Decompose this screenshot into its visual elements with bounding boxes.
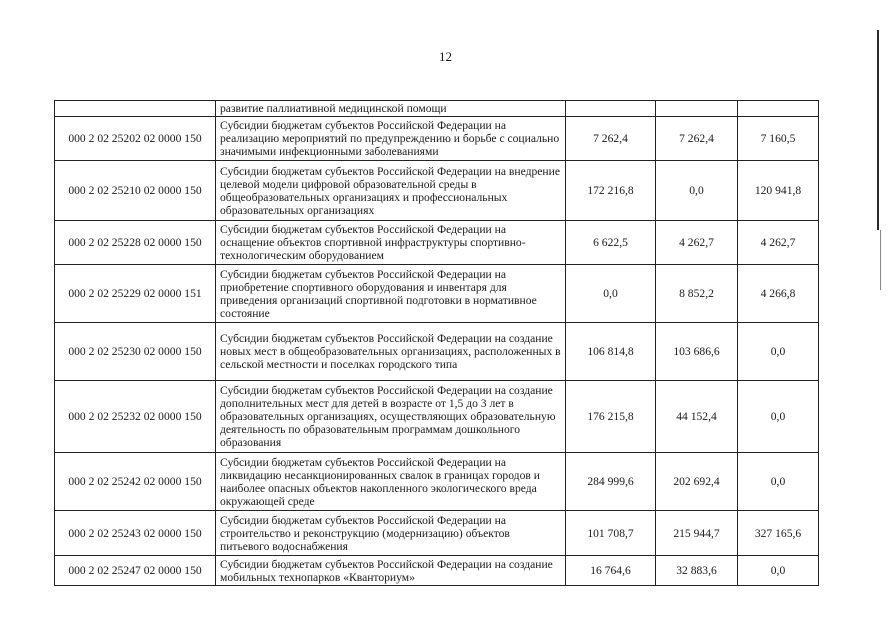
description-cell: Субсидии бюджетам субъектов Российской Федерации на создание новых мест в общеобразовательных организациях, расположенных в сельской местности и поселках городского типа [216, 323, 566, 381]
value-cell-3: 0,0 [738, 556, 819, 586]
value-cell-2: 32 883,6 [656, 556, 738, 586]
description-cell: Субсидии бюджетам субъектов Российской Федерации на реализацию мероприятий по предупреждению и борьбе с социально значимыми инфекционными заболеваниями [216, 117, 566, 161]
budget-code-cell: 000 2 02 25202 02 0000 150 [55, 117, 216, 161]
budget-code-cell: 000 2 02 25232 02 0000 150 [55, 381, 216, 453]
value-cell-3: 4 262,7 [738, 221, 819, 265]
value-cell-3: 0,0 [738, 453, 819, 511]
value-cell-3: 327 165,6 [738, 511, 819, 556]
budget-table [54, 100, 819, 586]
budget-code-cell: 000 2 02 25228 02 0000 150 [55, 221, 216, 265]
value-cell-3: 0,0 [738, 381, 819, 453]
value-cell-1: 176 215,8 [566, 381, 656, 453]
value-cell-3 [738, 101, 819, 117]
description-cell: Субсидии бюджетам субъектов Российской Федерации на создание мобильных технопарков «Кванториум» [216, 556, 566, 586]
budget-code-cell [55, 101, 216, 117]
budget-code-cell: 000 2 02 25242 02 0000 150 [55, 453, 216, 511]
value-cell-2 [656, 101, 738, 117]
table-row [55, 453, 819, 511]
table-row [55, 556, 819, 586]
value-cell-1: 106 814,8 [566, 323, 656, 381]
description-cell: Субсидии бюджетам субъектов Российской Федерации на ликвидацию несанкционированных свалок в границах городов и наиболее опасных объектов накопленного экологического вреда окружающей среде [216, 453, 566, 511]
table-row [55, 323, 819, 381]
budget-code-cell: 000 2 02 25247 02 0000 150 [55, 556, 216, 586]
value-cell-2: 103 686,6 [656, 323, 738, 381]
budget-code-cell: 000 2 02 25210 02 0000 150 [55, 161, 216, 221]
budget-code-cell: 000 2 02 25243 02 0000 150 [55, 511, 216, 556]
table-row [55, 381, 819, 453]
table-row [55, 221, 819, 265]
value-cell-1: 7 262,4 [566, 117, 656, 161]
value-cell-1: 101 708,7 [566, 511, 656, 556]
table-row [55, 265, 819, 323]
value-cell-1: 6 622,5 [566, 221, 656, 265]
description-cell: Субсидии бюджетам субъектов Российской Федерации на приобретение спортивного оборудования и инвентаря для приведения организаций спортивной подготовки в нормативное состояние [216, 265, 566, 323]
value-cell-3: 120 941,8 [738, 161, 819, 221]
page-number: 12 [439, 49, 452, 64]
description-cell: Субсидии бюджетам субъектов Российской Федерации на создание дополнительных мест для детей в возрасте от 1,5 до 3 лет в образовательных организациях, осуществляющих образовательную деятельность по образовательным программам дошкольного образования [216, 381, 566, 453]
description-cell: Субсидии бюджетам субъектов Российской Федерации на строительство и реконструкцию (модернизацию) объектов питьевого водоснабжения [216, 511, 566, 556]
value-cell-2: 215 944,7 [656, 511, 738, 556]
value-cell-1: 0,0 [566, 265, 656, 323]
value-cell-1: 16 764,6 [566, 556, 656, 586]
budget-code-cell: 000 2 02 25230 02 0000 150 [55, 323, 216, 381]
value-cell-1: 284 999,6 [566, 453, 656, 511]
value-cell-1 [566, 101, 656, 117]
value-cell-3: 7 160,5 [738, 117, 819, 161]
table-row [55, 511, 819, 556]
scan-edge-line [877, 30, 879, 230]
description-cell: Субсидии бюджетам субъектов Российской Федерации на внедрение целевой модели цифровой образовательной среды в общеобразовательных организациях и профессиональных образовательных организациях [216, 161, 566, 221]
table-row [55, 161, 819, 221]
value-cell-1: 172 216,8 [566, 161, 656, 221]
table-row [55, 117, 819, 161]
description-cell: развитие паллиативной медицинской помощи [216, 101, 566, 117]
value-cell-2: 7 262,4 [656, 117, 738, 161]
value-cell-2: 4 262,7 [656, 221, 738, 265]
table-row [55, 101, 819, 117]
scan-edge-line-lower [880, 230, 881, 290]
value-cell-2: 44 152,4 [656, 381, 738, 453]
budget-code-cell: 000 2 02 25229 02 0000 151 [55, 265, 216, 323]
value-cell-2: 0,0 [656, 161, 738, 221]
value-cell-2: 8 852,2 [656, 265, 738, 323]
description-cell: Субсидии бюджетам субъектов Российской Федерации на оснащение объектов спортивной инфраструктуры спортивно-технологическим оборудованием [216, 221, 566, 265]
value-cell-3: 4 266,8 [738, 265, 819, 323]
value-cell-2: 202 692,4 [656, 453, 738, 511]
value-cell-3: 0,0 [738, 323, 819, 381]
